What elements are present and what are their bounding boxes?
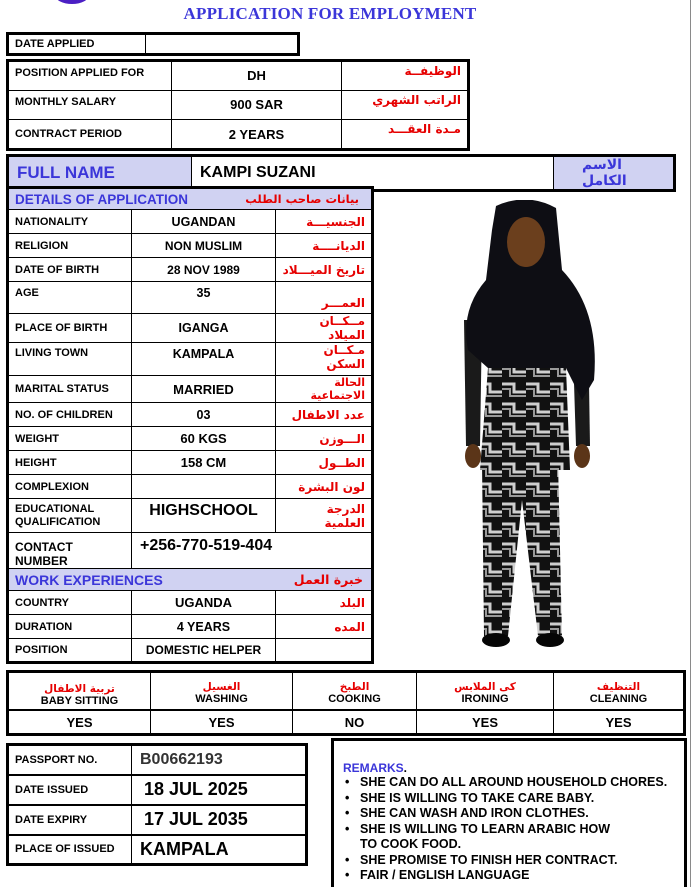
remark-text: SHE CAN DO ALL AROUND HOUSEHOLD CHORES.: [360, 775, 668, 789]
work-row: [8, 615, 373, 639]
remark-item: [342, 822, 676, 853]
detail-row: [8, 343, 373, 376]
detail-row: [8, 451, 373, 475]
children-value: 03: [132, 403, 276, 427]
remarks-title: [343, 761, 676, 775]
age-arabic: العمـــر: [276, 282, 373, 314]
nationality-arabic: الجنسيـــة: [276, 210, 373, 234]
remark-item: [342, 868, 676, 884]
skill-header: [417, 672, 554, 711]
remark-item: [342, 775, 676, 791]
date-applied-table: [6, 32, 300, 56]
education-value: HIGHSCHOOL: [132, 499, 276, 533]
work-position-arabic: [276, 639, 373, 663]
skill-label: CLEANING: [589, 693, 648, 706]
detail-row: [8, 427, 373, 451]
passport-row: [8, 805, 307, 835]
living-town-arabic: مـكــان السكن: [276, 343, 373, 376]
date-issued-label: DATE ISSUED: [8, 775, 132, 805]
remark-text: FAIR / ENGLISH LANGUAGE: [360, 868, 530, 882]
passport-no-value: B00662193: [132, 745, 307, 775]
date-expiry-value: 17 JUL 2035: [132, 805, 307, 835]
work-row: [8, 591, 373, 615]
contact-row: [8, 533, 373, 569]
marital-arabic: الحالة الاجتماعية: [276, 376, 373, 403]
skill-label: WASHING: [195, 693, 248, 706]
bullet-icon: •: [345, 806, 350, 820]
salary-value: 900 SAR: [172, 90, 342, 120]
passport-no-label: PASSPORT NO.: [8, 745, 132, 775]
work-position-label: POSITION: [8, 639, 132, 663]
remarks-list: [342, 775, 676, 884]
remark-item: [342, 853, 676, 869]
marital-value: MARRIED: [132, 376, 276, 403]
skill-header: [8, 672, 151, 711]
full-name-label: FULL NAME: [8, 156, 192, 191]
skill-label: IRONING: [461, 693, 509, 706]
height-value: 158 CM: [132, 451, 276, 475]
skill-label: COOKING: [328, 693, 381, 706]
remark-item: [342, 791, 676, 807]
pob-label: PLACE OF BIRTH: [8, 314, 132, 343]
position-table: [6, 59, 470, 151]
remark-text: SHE IS WILLING TO LEARN ARABIC HOW TO COOK FOOD.: [360, 821, 610, 851]
details-table: [6, 186, 374, 664]
remark-text: SHE IS WILLING TO TAKE CARE BABY.: [360, 790, 595, 805]
complexion-arabic: لون البشرة: [276, 475, 373, 499]
religion-label: RELIGION: [8, 234, 132, 258]
detail-row: [8, 499, 373, 533]
position-label: POSITION APPLIED FOR: [8, 61, 172, 91]
contract-label: CONTRACT PERIOD: [8, 120, 172, 150]
details-header-label: DETAILS OF APPLICATION: [15, 191, 188, 207]
remarks-title-text: REMARKS: [343, 761, 404, 775]
work-position-value: DOMESTIC HELPER: [132, 639, 276, 663]
country-arabic: البلد: [276, 591, 373, 615]
complexion-label: COMPLEXION: [8, 475, 132, 499]
work-header-row: [8, 569, 373, 591]
skill-arabic: الطبخ: [339, 681, 370, 694]
country-value: UGANDA: [132, 591, 276, 615]
position-arabic: الوظيفــة: [342, 61, 469, 91]
date-issued-value: 18 JUL 2025: [132, 775, 307, 805]
dob-label: DATE OF BIRTH: [8, 258, 132, 282]
full-name-arabic: الاسم الكامل: [554, 156, 675, 191]
skill-header: [554, 672, 685, 711]
passport-row: [8, 835, 307, 865]
duration-arabic: المده: [276, 615, 373, 639]
skill-value: NO: [293, 710, 417, 734]
skills-header-row: [8, 672, 685, 711]
work-header-label: WORK EXPERIENCES: [15, 571, 163, 588]
skill-value: YES: [417, 710, 554, 734]
education-arabic: الدرجة العلمية: [276, 499, 373, 533]
skill-value: YES: [151, 710, 293, 734]
nationality-label: NATIONALITY: [8, 210, 132, 234]
detail-row: [8, 376, 373, 403]
age-label: AGE: [8, 282, 132, 314]
date-expiry-label: DATE EXPIRY: [8, 805, 132, 835]
pob-arabic: مــكــان الميلاد: [276, 314, 373, 343]
remark-text: SHE CAN WASH AND IRON CLOTHES.: [360, 806, 589, 820]
details-header: [8, 188, 373, 210]
remark-text: SHE PROMISE TO FINISH HER CONTRACT.: [360, 852, 618, 867]
dob-arabic: تاريخ الميـــلاد: [276, 258, 373, 282]
education-label: EDUCATIONAL QUALIFICATION: [8, 499, 132, 533]
skill-arabic: تربية الاطفال: [44, 683, 115, 696]
duration-value: 4 YEARS: [132, 615, 276, 639]
position-row: [8, 61, 469, 91]
living-town-value: KAMPALA: [132, 343, 276, 376]
remarks-box: [331, 738, 687, 887]
pob-value: IGANGA: [132, 314, 276, 343]
religion-arabic: الديانــــة: [276, 234, 373, 258]
work-header-arabic: خبرة العمل: [293, 571, 363, 587]
skill-arabic: التنظيف: [596, 681, 641, 694]
detail-row: [8, 403, 373, 427]
details-header-row: [8, 188, 373, 210]
detail-row: [8, 314, 373, 343]
weight-arabic: الـــوزن: [276, 427, 373, 451]
passport-row: [8, 775, 307, 805]
marital-label: MARITAL STATUS: [8, 376, 132, 403]
detail-row: [8, 475, 373, 499]
passport-row: [8, 745, 307, 775]
contract-value: 2 YEARS: [172, 120, 342, 150]
bullet-icon: •: [345, 852, 350, 867]
contract-arabic: مـدة العقـــد: [342, 120, 469, 150]
place-issued-label: PLACE OF ISSUED: [8, 835, 132, 865]
skill-value: YES: [554, 710, 685, 734]
weight-label: WEIGHT: [8, 427, 132, 451]
detail-row: [8, 282, 373, 314]
bullet-icon: •: [345, 821, 350, 836]
skill-arabic: الغسيل: [202, 681, 241, 694]
full-name-value: KAMPI SUZANI: [192, 156, 554, 191]
skill-arabic: كى الملابس: [454, 681, 516, 694]
skill-header: [151, 672, 293, 711]
place-issued-value: KAMPALA: [132, 835, 307, 865]
height-arabic: الطــول: [276, 451, 373, 475]
passport-table: [6, 743, 308, 866]
living-town-label: LIVING TOWN: [8, 343, 132, 376]
detail-row: [8, 234, 373, 258]
skill-label: BABY SITTING: [40, 695, 119, 708]
age-value: 35: [132, 282, 276, 314]
salary-label: MONTHLY SALARY: [8, 90, 172, 120]
detail-row: [8, 210, 373, 234]
salary-arabic: الراتب الشهري: [342, 90, 469, 120]
contract-row: [8, 120, 469, 150]
contact-value: +256-770-519-404: [132, 533, 373, 569]
religion-value: NON MUSLIM: [132, 234, 276, 258]
remarks-title-dot: .: [403, 761, 408, 775]
country-label: COUNTRY: [8, 591, 132, 615]
children-arabic: عدد الاطفال: [276, 403, 373, 427]
duration-label: DURATION: [8, 615, 132, 639]
salary-row: [8, 90, 469, 120]
date-applied-value: [146, 34, 299, 55]
page-title: APPLICATION FOR EMPLOYMENT: [183, 4, 477, 23]
position-value: DH: [172, 61, 342, 91]
skills-value-row: [8, 710, 685, 734]
applicant-photo: [430, 200, 630, 660]
weight-value: 60 KGS: [132, 427, 276, 451]
date-applied-label: DATE APPLIED: [8, 34, 146, 55]
contact-label: CONTACT NUMBER: [8, 533, 132, 569]
height-label: HEIGHT: [8, 451, 132, 475]
bullet-icon: •: [345, 868, 350, 882]
children-label: NO. OF CHILDREN: [8, 403, 132, 427]
details-header-arabic: بيانات صاحب الطلب: [245, 191, 359, 206]
remark-item: [342, 806, 676, 822]
skills-table: [6, 670, 686, 736]
work-header: [8, 569, 373, 591]
page-edge-line: [690, 0, 691, 887]
detail-row: [8, 258, 373, 282]
bullet-icon: •: [345, 790, 350, 805]
dob-value: 28 NOV 1989: [132, 258, 276, 282]
complexion-value: [132, 475, 276, 499]
work-row: [8, 639, 373, 663]
bullet-icon: •: [345, 775, 350, 789]
skill-value: YES: [8, 710, 151, 734]
nationality-value: UGANDAN: [132, 210, 276, 234]
skill-header: [293, 672, 417, 711]
